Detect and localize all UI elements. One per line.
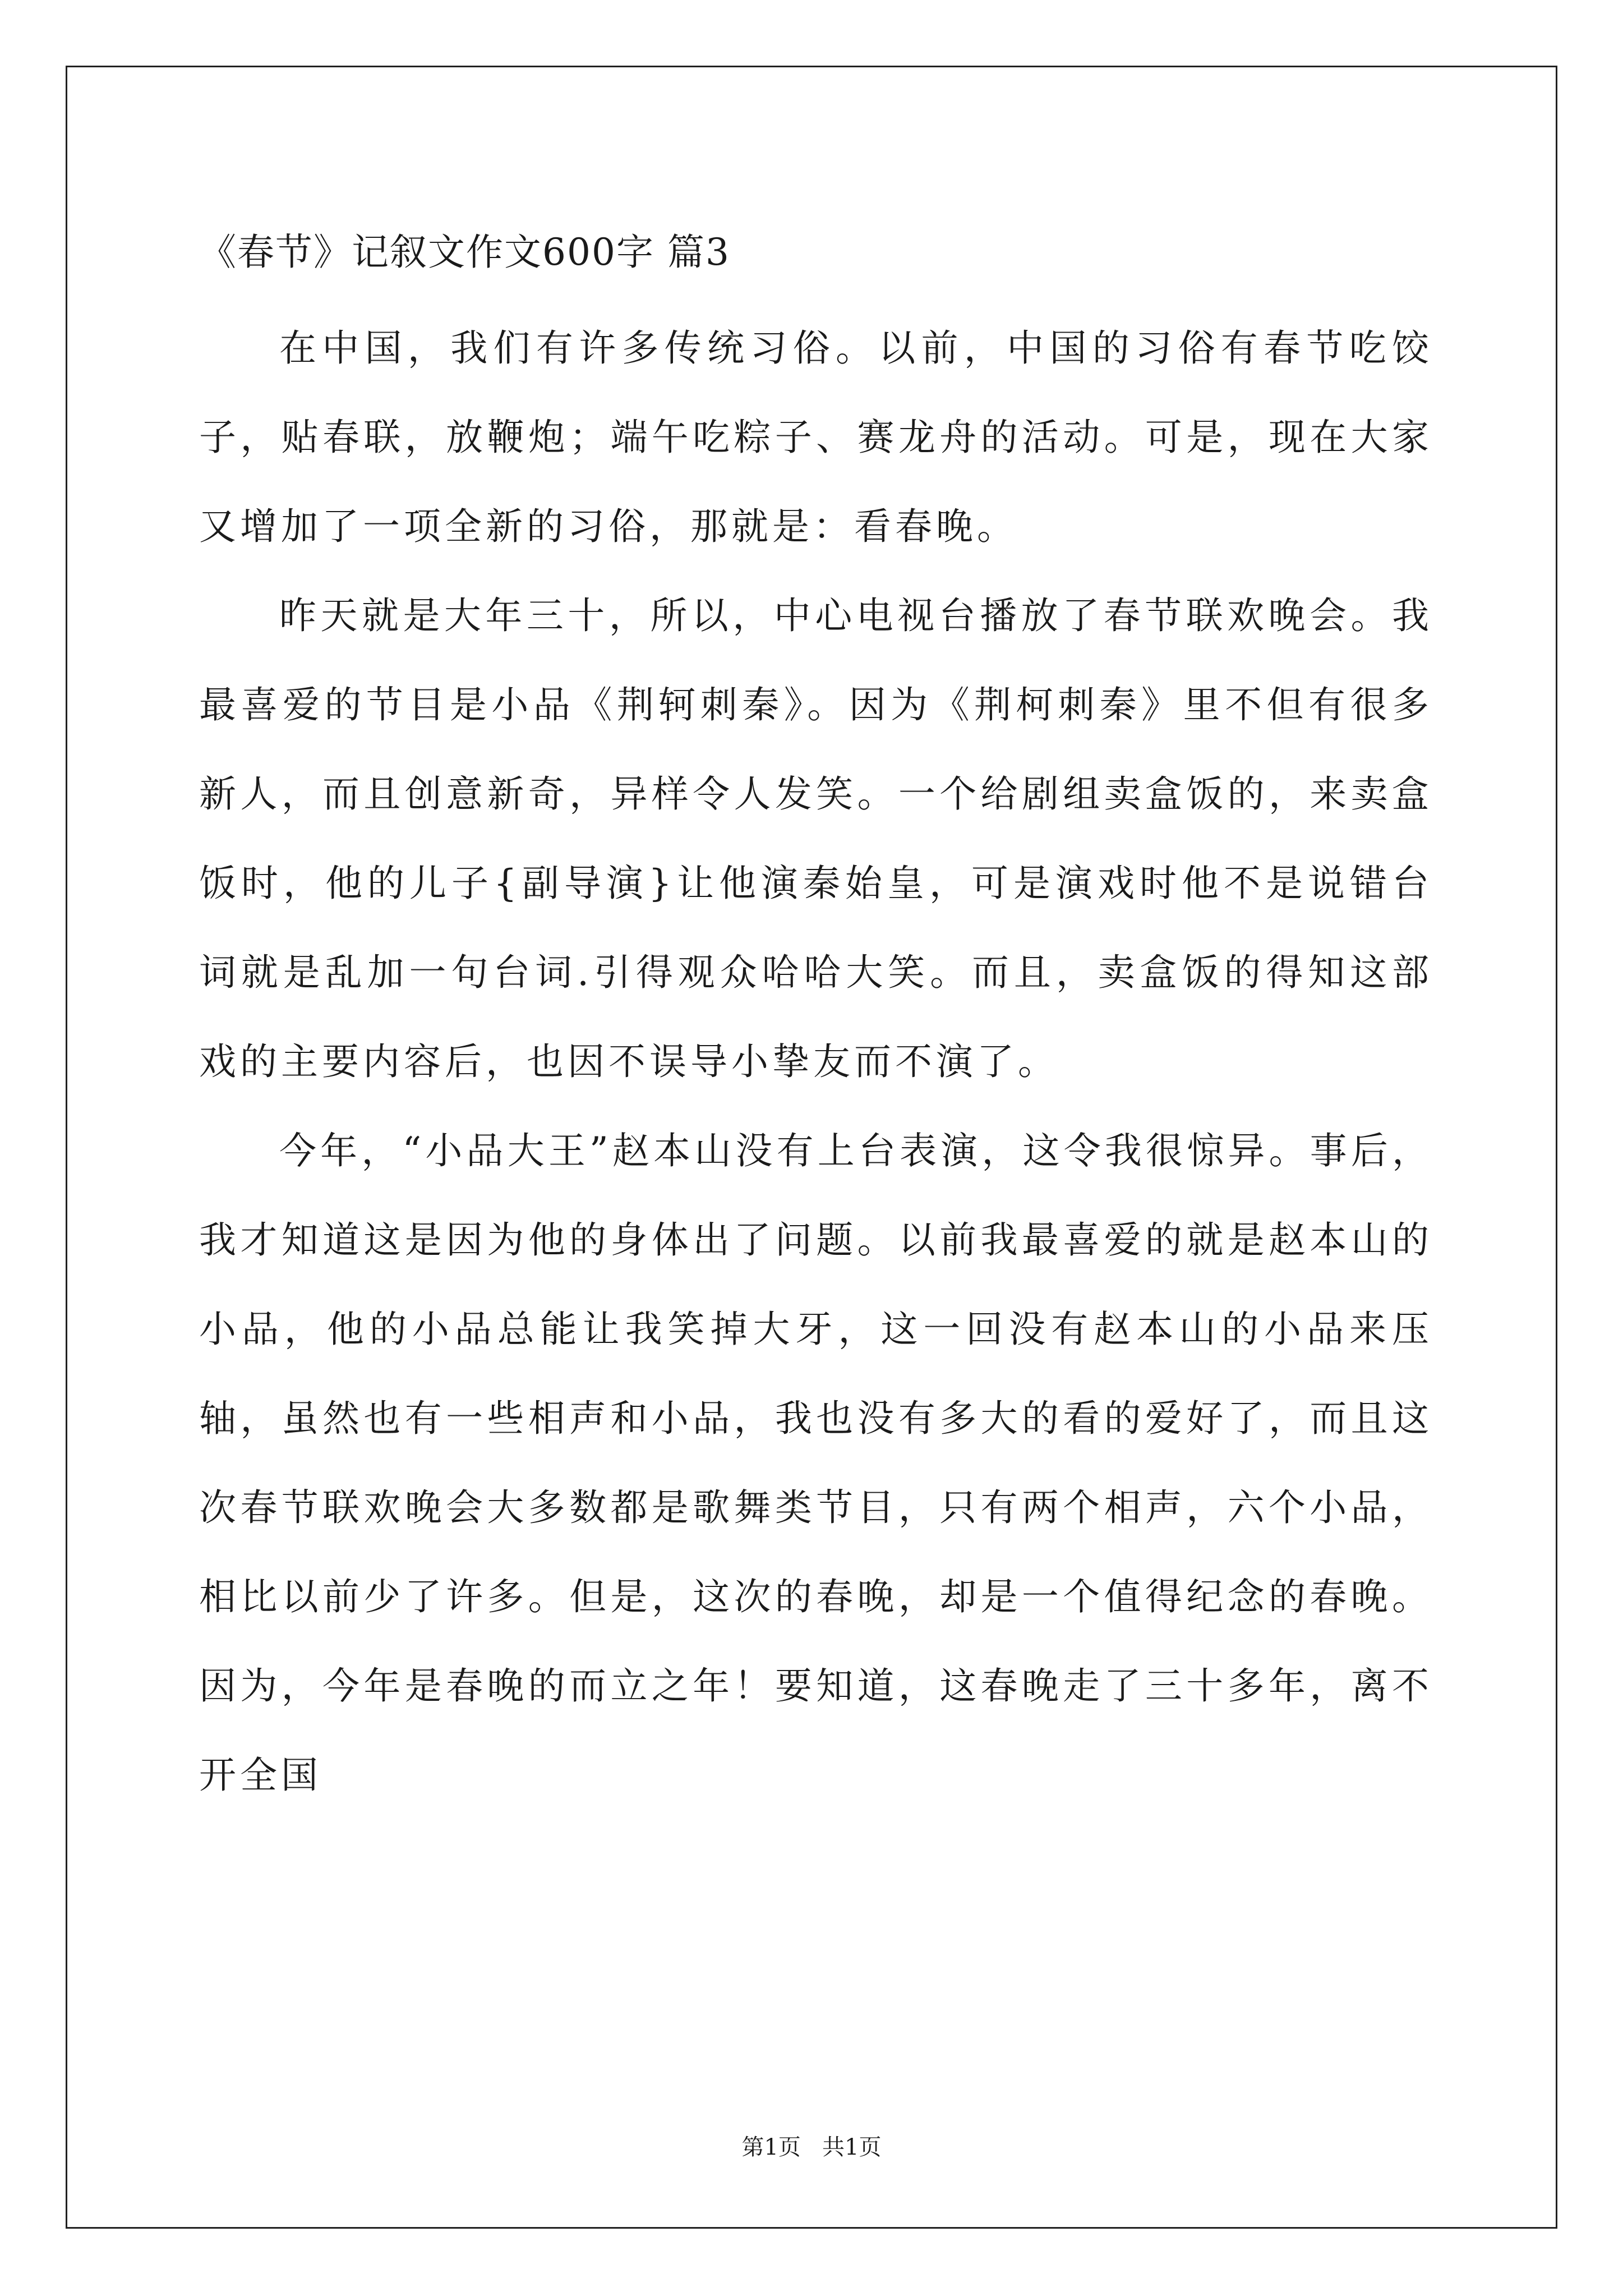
paragraph-1: 在中国，我们有许多传统习俗。以前，中国的习俗有春节吃饺子，贴春联，放鞭炮；端午吃粽子、赛龙舟的活动。可是，现在大家又增加了一项全新的习俗，那就是：看春晚。	[199, 326, 1433, 548]
document-title: 《春节》记叙文作文600字 篇3	[199, 231, 730, 274]
document-body	[199, 222, 1433, 1820]
paragraph-2: 昨天就是大年三十，所以，中心电视台播放了春节联欢晚会。我最喜爱的节目是小品《荆轲刺秦》。因为《荆柯刺秦》里不但有很多新人，而且创意新奇，异样令人发笑。一个给剧组卖盒饭的，来卖盒饭时，他的儿子{副导演}让他演秦始皇，可是演戏时他不是说错台词就是乱加一句台词.引得观众哈哈大笑。而且，卖盒饭的得知这部戏的主要内容后，也因不误导小挚友而不演了。	[199, 594, 1433, 1083]
paragraph-3: 今年，“小品大王”赵本山没有上台表演，这令我很惊异。事后，我才知道这是因为他的身体出了问题。以前我最喜爱的就是赵本山的小品，他的小品总能让我笑掉大牙，这一回没有赵本山的小品来压轴，虽然也有一些相声和小品，我也没有多大的看的爱好了，而且这次春节联欢晚会大多数都是歌舞类节目，只有两个相声，六个小品，相比以前少了许多。但是，这次的春晚，却是一个值得纪念的春晚。因为，今年是春晚的而立之年！要知道，这春晚走了三十多年，离不开全国	[199, 1129, 1433, 1797]
page-footer: 第1页 共1页	[741, 2134, 882, 2160]
